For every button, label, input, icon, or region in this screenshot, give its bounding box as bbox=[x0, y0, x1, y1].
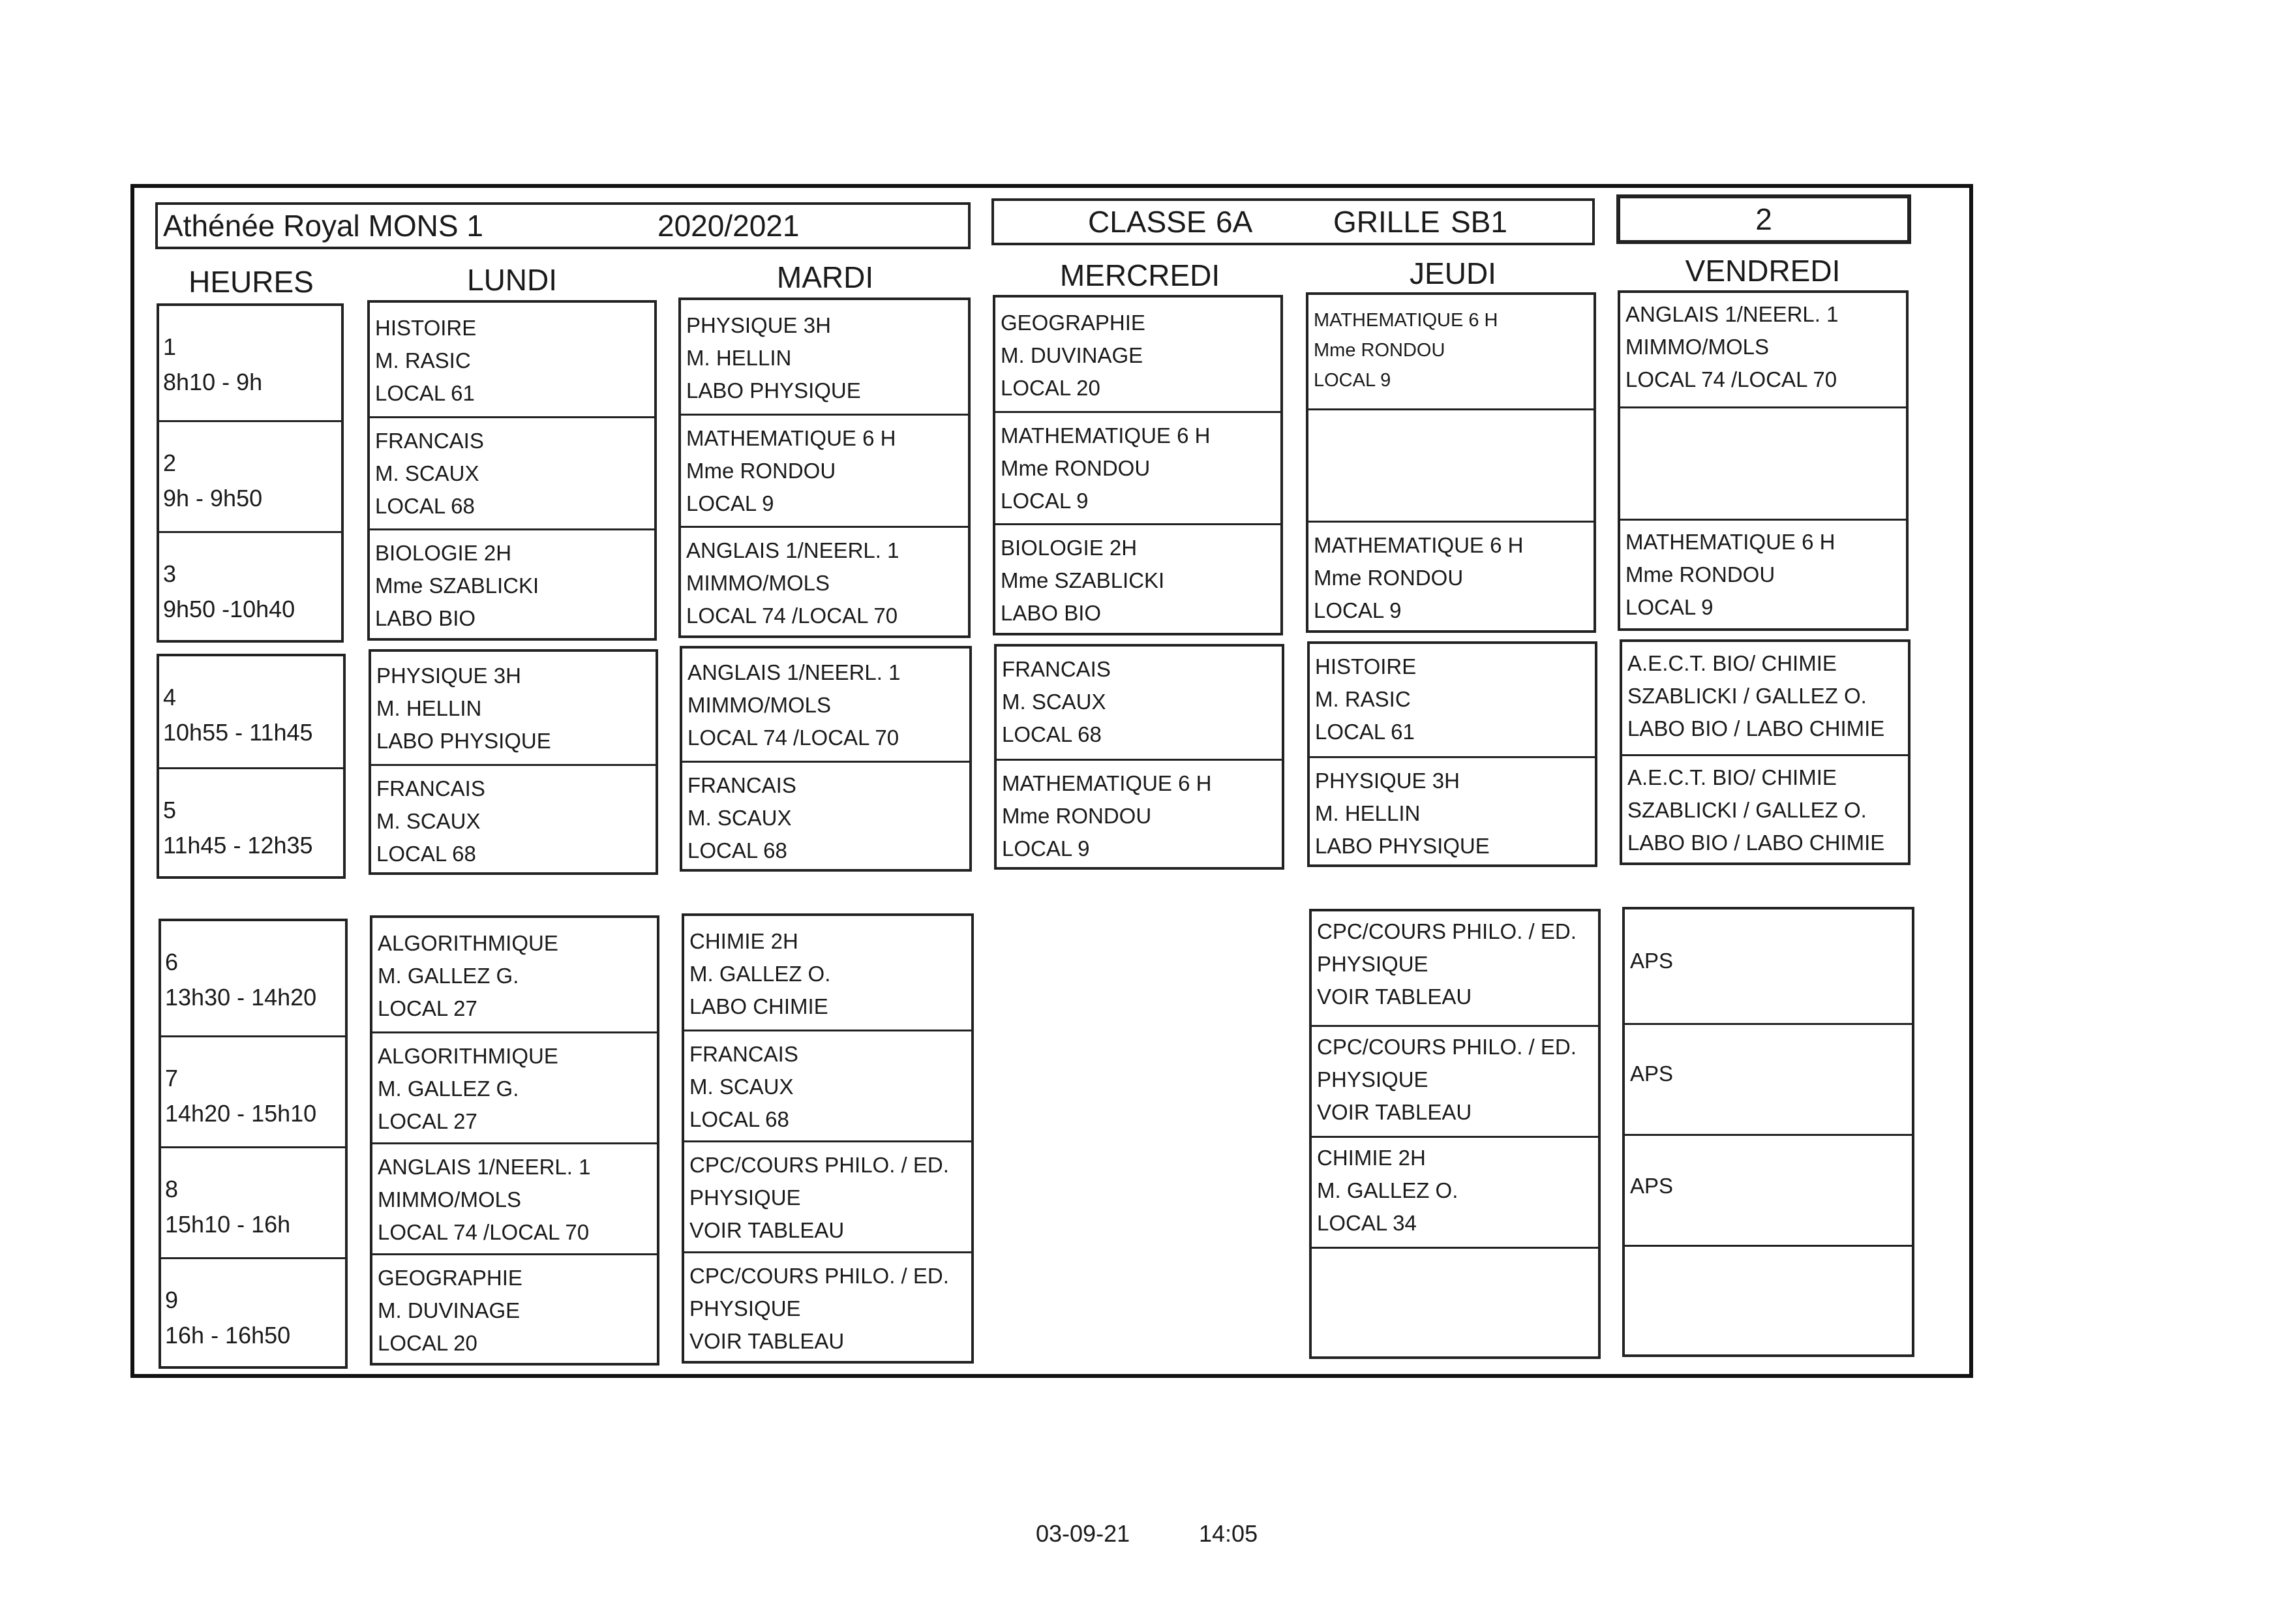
course-room: VOIR TABLEAU bbox=[1317, 985, 1472, 1009]
hour-time: 16h - 16h50 bbox=[165, 1322, 291, 1349]
course-teacher: PHYSIQUE bbox=[1317, 1067, 1428, 1091]
school-year: 2020/2021 bbox=[657, 209, 800, 243]
course-cell bbox=[995, 298, 1280, 411]
course-cell bbox=[1312, 1136, 1598, 1247]
hour-time: 10h55 - 11h45 bbox=[163, 719, 313, 746]
course-room: LABO PHYSIQUE bbox=[1315, 834, 1490, 858]
course-teacher: M. SCAUX bbox=[376, 809, 481, 833]
course-teacher: Mme RONDOU bbox=[686, 459, 836, 483]
course-teacher: MIMMO/MOLS bbox=[378, 1187, 521, 1212]
mardi-block-1 bbox=[678, 298, 971, 638]
course-cell bbox=[1620, 293, 1906, 406]
course-subject: BIOLOGIE 2H bbox=[375, 541, 512, 565]
course-teacher: M. SCAUX bbox=[687, 806, 792, 830]
course-room: VOIR TABLEAU bbox=[1317, 1100, 1472, 1124]
heading-jeudi: JEUDI bbox=[1410, 256, 1496, 290]
course-cell bbox=[370, 303, 654, 416]
course-teacher: M. GALLEZ O. bbox=[1317, 1178, 1458, 1202]
course-teacher: M. GALLEZ G. bbox=[378, 1076, 519, 1101]
course-cell bbox=[682, 649, 969, 761]
course-cell bbox=[371, 764, 656, 875]
course-cell bbox=[370, 416, 654, 528]
course-teacher: PHYSIQUE bbox=[689, 1185, 801, 1210]
course-cell bbox=[372, 1253, 657, 1364]
course-room: LOCAL 74 /LOCAL 70 bbox=[378, 1220, 590, 1244]
course-teacher bbox=[1625, 448, 1906, 480]
class-header-box bbox=[991, 198, 1595, 245]
course-subject: CHIMIE 2H bbox=[689, 929, 798, 953]
course-cell bbox=[1308, 408, 1594, 521]
mercredi-block-1 bbox=[993, 295, 1283, 635]
hour-row bbox=[159, 656, 343, 767]
course-subject: CPC/COURS PHILO. / ED. bbox=[689, 1153, 949, 1177]
course-room: LABO BIO / LABO CHIMIE bbox=[1627, 831, 1885, 855]
lundi-block-3 bbox=[370, 915, 659, 1366]
course-subject: CHIMIE 2H bbox=[1317, 1146, 1426, 1170]
hour-time: 8h10 - 9h bbox=[163, 369, 263, 395]
hour-time: 9h - 9h50 bbox=[163, 485, 263, 511]
hour-number: 3 bbox=[163, 560, 177, 587]
classe-label: CLASSE bbox=[1088, 205, 1207, 239]
hour-row bbox=[159, 531, 341, 642]
course-subject: ANGLAIS 1/NEERL. 1 bbox=[378, 1155, 591, 1179]
hour-row bbox=[159, 306, 341, 420]
hour-number: 1 bbox=[163, 333, 177, 360]
course-teacher: Mme RONDOU bbox=[1001, 456, 1151, 480]
hour-row bbox=[159, 767, 343, 879]
jeudi-block-3 bbox=[1309, 909, 1601, 1359]
course-teacher: M. GALLEZ O. bbox=[689, 962, 831, 986]
course-cell bbox=[1310, 756, 1595, 867]
course-subject bbox=[1625, 415, 1906, 448]
hours-block-morning-2 bbox=[157, 654, 346, 879]
course-cell bbox=[681, 300, 968, 414]
course-subject: FRANCAIS bbox=[376, 776, 485, 801]
course-subject: FRANCAIS bbox=[687, 773, 796, 797]
hours-block-morning-1 bbox=[157, 303, 344, 643]
jeudi-block-1 bbox=[1306, 292, 1596, 633]
course-room: LOCAL 9 bbox=[1001, 489, 1089, 513]
hours-block-afternoon bbox=[159, 919, 348, 1369]
course-teacher: Mme SZABLICKI bbox=[1001, 568, 1165, 592]
course-subject: ANGLAIS 1/NEERL. 1 bbox=[687, 660, 901, 684]
course-subject: FRANCAIS bbox=[689, 1042, 798, 1066]
course-room: LOCAL 61 bbox=[375, 381, 475, 405]
classe-value: 6A bbox=[1216, 205, 1253, 239]
course-room: LOCAL 9 bbox=[1314, 370, 1391, 391]
course-teacher: SZABLICKI / GALLEZ O. bbox=[1627, 798, 1867, 822]
course-cell bbox=[995, 523, 1280, 635]
course-teacher: Mme RONDOU bbox=[1002, 804, 1152, 828]
course-room: LABO PHYSIQUE bbox=[376, 729, 551, 753]
hour-number: 4 bbox=[163, 684, 177, 710]
course-subject: MATHEMATIQUE 6 H bbox=[1001, 423, 1211, 448]
vendredi-block-1 bbox=[1618, 290, 1909, 631]
course-subject: GEOGRAPHIE bbox=[378, 1266, 522, 1290]
heading-vendredi: VENDREDI bbox=[1685, 254, 1841, 288]
course-teacher: Mme RONDOU bbox=[1625, 562, 1775, 587]
course-teacher: PHYSIQUE bbox=[689, 1296, 801, 1320]
course-cell bbox=[997, 759, 1282, 870]
course-subject: MATHEMATIQUE 6 H bbox=[1314, 533, 1524, 557]
course-room: LOCAL 74 /LOCAL 70 bbox=[687, 725, 899, 750]
vendredi-block-3 bbox=[1622, 907, 1914, 1357]
course-subject: APS bbox=[1630, 949, 1674, 973]
course-subject: MATHEMATIQUE 6 H bbox=[1314, 310, 1498, 331]
course-room: LABO CHIMIE bbox=[689, 994, 828, 1018]
course-subject: ANGLAIS 1/NEERL. 1 bbox=[686, 538, 899, 562]
hour-number: 8 bbox=[165, 1176, 179, 1202]
course-teacher: M. DUVINAGE bbox=[378, 1298, 521, 1322]
lundi-block-2 bbox=[369, 649, 658, 875]
course-room: LOCAL 68 bbox=[1002, 722, 1102, 746]
course-subject: FRANCAIS bbox=[375, 429, 484, 453]
heading-mardi: MARDI bbox=[776, 260, 874, 294]
course-teacher: M. HELLIN bbox=[376, 696, 482, 720]
course-subject: MATHEMATIQUE 6 H bbox=[1625, 530, 1835, 554]
course-subject: HISTOIRE bbox=[375, 316, 477, 340]
print-date: 03-09-21 bbox=[1036, 1520, 1130, 1547]
course-room: LOCAL 74 /LOCAL 70 bbox=[1625, 367, 1837, 391]
mardi-block-2 bbox=[680, 646, 972, 872]
course-cell bbox=[1312, 911, 1598, 1025]
hour-number: 7 bbox=[165, 1065, 179, 1091]
course-room: LOCAL 68 bbox=[689, 1107, 789, 1131]
hour-row bbox=[161, 921, 345, 1035]
course-subject: CPC/COURS PHILO. / ED. bbox=[1317, 919, 1577, 943]
course-room: LABO PHYSIQUE bbox=[686, 378, 861, 403]
course-room: LOCAL 68 bbox=[687, 838, 787, 862]
course-cell bbox=[1625, 909, 1912, 1023]
vendredi-block-2 bbox=[1620, 639, 1911, 865]
course-cell bbox=[995, 411, 1280, 523]
course-room: LOCAL 68 bbox=[375, 494, 475, 518]
course-teacher: MIMMO/MOLS bbox=[686, 571, 830, 595]
course-cell bbox=[1308, 521, 1594, 633]
course-teacher: MIMMO/MOLS bbox=[1625, 335, 1769, 359]
hour-row bbox=[161, 1035, 345, 1146]
course-teacher: M. RASIC bbox=[1315, 687, 1411, 711]
course-room: LOCAL 20 bbox=[1001, 376, 1100, 400]
course-teacher bbox=[1314, 450, 1594, 482]
course-teacher: Mme RONDOU bbox=[1314, 566, 1464, 590]
course-subject: A.E.C.T. BIO/ CHIMIE bbox=[1627, 765, 1837, 789]
course-cell bbox=[684, 1030, 971, 1140]
course-subject: CPC/COURS PHILO. / ED. bbox=[1317, 1035, 1577, 1059]
course-teacher: M. HELLIN bbox=[686, 346, 792, 370]
course-room bbox=[1317, 1318, 1598, 1351]
hour-time: 13h30 - 14h20 bbox=[165, 984, 317, 1011]
course-cell bbox=[681, 414, 968, 526]
hour-row bbox=[159, 420, 341, 531]
course-teacher: Mme SZABLICKI bbox=[375, 573, 539, 598]
course-room: LOCAL 68 bbox=[376, 842, 476, 866]
course-cell bbox=[684, 1140, 971, 1251]
course-cell bbox=[1622, 642, 1908, 754]
course-subject: MATHEMATIQUE 6 H bbox=[686, 426, 896, 450]
grille-label: GRILLE bbox=[1333, 205, 1440, 239]
course-cell bbox=[1625, 1245, 1912, 1356]
page-number: 2 bbox=[1755, 202, 1772, 236]
course-cell bbox=[372, 1031, 657, 1142]
print-time: 14:05 bbox=[1199, 1520, 1258, 1547]
course-room: LABO BIO bbox=[1001, 601, 1102, 625]
course-teacher bbox=[1317, 1285, 1598, 1318]
course-cell bbox=[1620, 519, 1906, 631]
course-subject: HISTOIRE bbox=[1315, 654, 1417, 679]
course-cell bbox=[684, 916, 971, 1030]
hour-number: 9 bbox=[165, 1287, 179, 1313]
course-cell bbox=[372, 1142, 657, 1253]
course-cell bbox=[1622, 754, 1908, 865]
course-room: LOCAL 61 bbox=[1315, 720, 1415, 744]
course-room: LOCAL 74 /LOCAL 70 bbox=[686, 603, 898, 628]
course-room: LABO BIO bbox=[375, 606, 476, 630]
course-room: LOCAL 9 bbox=[686, 491, 774, 515]
heading-lundi: LUNDI bbox=[466, 263, 558, 297]
course-subject: ANGLAIS 1/NEERL. 1 bbox=[1625, 302, 1839, 326]
course-teacher: M. GALLEZ G. bbox=[378, 964, 519, 988]
course-room bbox=[1314, 482, 1594, 515]
course-room: LOCAL 34 bbox=[1317, 1211, 1417, 1235]
grille-value: SB1 bbox=[1451, 205, 1507, 239]
course-cell bbox=[370, 528, 654, 641]
hour-time: 11h45 - 12h35 bbox=[163, 832, 313, 859]
course-cell bbox=[1310, 644, 1595, 756]
course-teacher: MIMMO/MOLS bbox=[687, 693, 831, 717]
course-room: VOIR TABLEAU bbox=[689, 1218, 845, 1242]
hour-time: 9h50 -10h40 bbox=[163, 596, 295, 622]
course-teacher: PHYSIQUE bbox=[1317, 952, 1428, 976]
course-subject: PHYSIQUE 3H bbox=[376, 664, 521, 688]
course-cell bbox=[997, 647, 1282, 759]
course-subject: ALGORITHMIQUE bbox=[378, 931, 558, 955]
hour-number: 5 bbox=[163, 797, 177, 823]
course-cell bbox=[371, 652, 656, 764]
course-teacher: M. SCAUX bbox=[1002, 690, 1106, 714]
hour-row bbox=[161, 1146, 345, 1257]
course-subject: A.E.C.T. BIO/ CHIMIE bbox=[1627, 651, 1837, 675]
course-subject: GEOGRAPHIE bbox=[1001, 311, 1145, 335]
mardi-block-3 bbox=[682, 913, 974, 1364]
course-room: LOCAL 9 bbox=[1314, 598, 1402, 622]
course-cell bbox=[684, 1251, 971, 1362]
course-cell bbox=[1625, 1023, 1912, 1134]
heading-mercredi: MERCREDI bbox=[1059, 258, 1220, 292]
hour-time: 15h10 - 16h bbox=[165, 1211, 291, 1238]
hour-number: 6 bbox=[165, 949, 179, 975]
course-room bbox=[1625, 480, 1906, 513]
course-room: LOCAL 9 bbox=[1002, 836, 1090, 861]
course-subject: PHYSIQUE 3H bbox=[1315, 769, 1460, 793]
course-teacher: M. SCAUX bbox=[375, 461, 479, 485]
course-subject: FRANCAIS bbox=[1002, 657, 1111, 681]
course-teacher: M. HELLIN bbox=[1315, 801, 1421, 825]
course-room: LABO BIO / LABO CHIMIE bbox=[1627, 716, 1885, 740]
course-subject: BIOLOGIE 2H bbox=[1001, 536, 1138, 560]
course-room: LOCAL 20 bbox=[378, 1331, 477, 1355]
course-teacher: M. DUVINAGE bbox=[1001, 343, 1143, 367]
course-subject bbox=[1317, 1253, 1598, 1285]
course-subject: ALGORITHMIQUE bbox=[378, 1044, 558, 1068]
course-cell bbox=[682, 761, 969, 872]
course-cell bbox=[1312, 1247, 1598, 1358]
course-teacher: Mme RONDOU bbox=[1314, 340, 1445, 361]
course-cell bbox=[681, 526, 968, 638]
hour-time: 14h20 - 15h10 bbox=[165, 1100, 317, 1127]
course-teacher: M. RASIC bbox=[375, 348, 471, 373]
jeudi-block-2 bbox=[1307, 641, 1597, 867]
course-subject: MATHEMATIQUE 6 H bbox=[1002, 771, 1212, 795]
school-name: Athénée Royal MONS 1 bbox=[163, 209, 483, 243]
course-subject: APS bbox=[1630, 1174, 1674, 1198]
hour-row bbox=[161, 1257, 345, 1368]
mercredi-block-2 bbox=[994, 644, 1284, 870]
course-teacher: SZABLICKI / GALLEZ O. bbox=[1627, 684, 1867, 708]
course-subject: APS bbox=[1630, 1061, 1674, 1086]
course-cell bbox=[1312, 1025, 1598, 1136]
course-cell bbox=[1625, 1134, 1912, 1245]
course-cell bbox=[1308, 295, 1594, 408]
course-room: LOCAL 27 bbox=[378, 1109, 477, 1133]
school-header-box bbox=[155, 202, 971, 249]
course-subject bbox=[1314, 417, 1594, 450]
course-subject: CPC/COURS PHILO. / ED. bbox=[689, 1264, 949, 1288]
page-number-box bbox=[1616, 194, 1911, 244]
course-room: LOCAL 27 bbox=[378, 996, 477, 1020]
course-room: LOCAL 9 bbox=[1625, 595, 1714, 619]
course-teacher: M. SCAUX bbox=[689, 1075, 794, 1099]
heading-heures: HEURES bbox=[189, 265, 314, 299]
course-room: VOIR TABLEAU bbox=[689, 1329, 845, 1353]
lundi-block-1 bbox=[367, 300, 657, 641]
hour-number: 2 bbox=[163, 450, 177, 476]
course-cell bbox=[1620, 406, 1906, 519]
course-cell bbox=[372, 918, 657, 1031]
course-subject: PHYSIQUE 3H bbox=[686, 313, 831, 337]
